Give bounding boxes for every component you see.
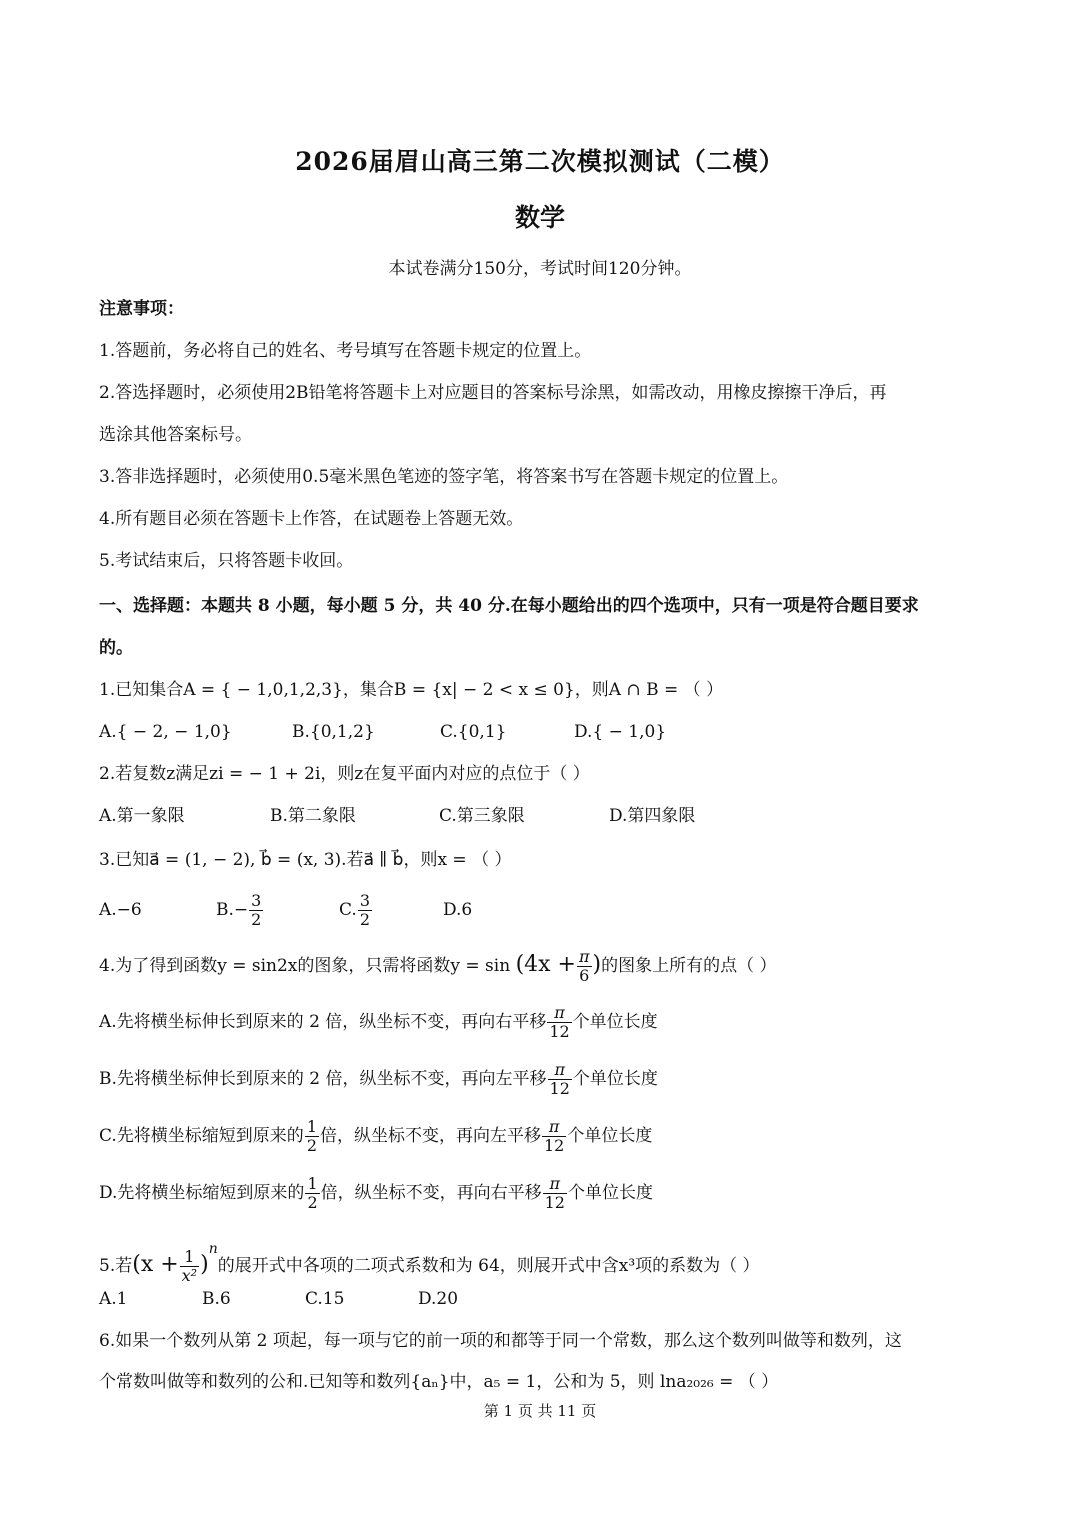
question-4-option-d: D.先将横坐标缩短到原来的 $\frac{1}{2}$ 倍，纵坐标不变，再向右平移 $\frac{\pi}{12}$ 个单位长度: [99, 1174, 653, 1212]
notice-item-2: 2.答选择题时，必须使用2B铅笔将答题卡上对应题目的答案标号涂黑，如需改动，用橡皮擦擦干净后，再: [99, 383, 887, 403]
question-6-line-2: 个常数叫做等和数列的公和.已知等和数列{aₙ}中，a₅ = 1，公和为 5，则 lna₂₀₂₆ = （ ）: [99, 1372, 779, 1392]
question-1-option-a: A.{ − 2, − 1,0}: [99, 722, 232, 742]
fraction-pi-6: $\frac{\pi}{6}$: [578, 947, 590, 985]
question-5-option-a: A.1: [99, 1289, 128, 1309]
option-b-prefix: B.−: [216, 900, 249, 920]
question-2-option-b: B.第二象限: [270, 806, 356, 826]
question-6-line-1: 6.如果一个数列从第 2 项起，每一项与它的前一项的和都等于同一个常数，那么这个数列叫做等和数列，这: [99, 1331, 902, 1351]
question-3-option-b: [216, 889, 264, 931]
question-2-option-c: C.第三象限: [439, 806, 525, 826]
fraction-1-x2: $\frac{1}{\text{x²}}$: [181, 1247, 198, 1285]
notice-item-3: 3.答非选择题时，必须使用0.5毫米黑色笔迹的签字笔，将答案书写在答题卡规定的位置上。: [99, 467, 789, 487]
question-5-option-b: B.6: [202, 1289, 231, 1309]
question-3-option-d: D.6: [443, 900, 473, 920]
fraction: $\frac{3}{2}$: [251, 891, 262, 929]
question-4-option-a: A.先将横坐标伸长到原来的 2 倍，纵坐标不变，再向右平移 $\frac{\pi}{12}$ 个单位长度: [99, 1003, 658, 1041]
question-3-option-c: [339, 889, 373, 931]
subject-title: 数学: [514, 203, 565, 232]
fraction-pi-12: $\frac{\pi}{12}$: [544, 1174, 565, 1212]
question-5-option-c: C.15: [305, 1289, 345, 1309]
question-4-stem: 4.为了得到函数y = sin2x的图象，只需将函数y = sin (4x + $\frac{\pi}{6}$ )的图象上所有的点（ ）: [99, 947, 777, 985]
fraction-pi-12: $\frac{\pi}{12}$: [549, 1003, 570, 1041]
question-1-option-d: D.{ − 1,0}: [574, 722, 667, 742]
notice-heading: 注意事项：: [99, 299, 184, 319]
notice-item-2-cont: 选涂其他答案标号。: [99, 425, 252, 445]
question-2-option-a: A.第一象限: [99, 806, 185, 826]
fraction-pi-12: $\frac{\pi}{12}$: [549, 1060, 570, 1098]
question-1-stem: 1.已知集合A = { − 1,0,1,2,3}，集合B = {x| − 2 < x ≤ 0}，则A ∩ B = （ ）: [99, 680, 724, 700]
question-1-option-b: B.{0,1,2}: [292, 722, 375, 742]
fraction-1-2: $\frac{1}{2}$: [306, 1117, 317, 1155]
question-5-stem: 5.若(x + $\frac{1}{\text{x²}}$ )$^n$的展开式中各项的二项式系数和为 64，则展开式中含x³项的系数为（ ）: [99, 1241, 760, 1285]
question-3-option-a: A.−6: [99, 900, 142, 920]
notice-item-5: 5.考试结束后，只将答题卡收回。: [99, 551, 354, 571]
page-title: 2026届眉山高三第二次模拟测试（二模）: [295, 147, 785, 176]
option-c-prefix: C.: [339, 900, 357, 920]
notice-item-1: 1.答题前，务必将自己的姓名、考号填写在答题卡规定的位置上。: [99, 341, 592, 361]
question-4-option-b: B.先将横坐标伸长到原来的 2 倍，纵坐标不变，再向左平移 $\frac{\pi}{12}$ 个单位长度: [99, 1060, 658, 1098]
section-heading-cont: 的。: [99, 638, 133, 658]
question-5-option-d: D.20: [418, 1289, 459, 1309]
question-4-option-c: C.先将横坐标缩短到原来的 $\frac{1}{2}$ 倍，纵坐标不变，再向左平移 $\frac{\pi}{12}$ 个单位长度: [99, 1117, 653, 1155]
fraction-1-2: $\frac{1}{2}$: [307, 1174, 318, 1212]
fraction: $\frac{3}{2}$: [359, 891, 370, 929]
page-footer: 第 1 页 共 11 页: [483, 1402, 597, 1420]
exam-info: 本试卷满分150分，考试时间120分钟。: [388, 259, 692, 279]
notice-item-4: 4.所有题目必须在答题卡上作答，在试题卷上答题无效。: [99, 509, 524, 529]
question-2-option-d: D.第四象限: [609, 806, 696, 826]
question-3-stem: 3.已知a⃗ = (1, − 2), b⃗ = (x, 3).若a⃗ ∥ b⃗，则x = （ ）: [99, 850, 512, 870]
fraction-pi-12: $\frac{\pi}{12}$: [544, 1117, 565, 1155]
question-2-stem: 2.若复数z满足zi = − 1 + 2i，则z在复平面内对应的点位于（ ）: [99, 764, 590, 784]
section-heading: 一、选择题：本题共 8 小题，每小题 5 分，共 40 分.在每小题给出的四个选项中，只有一项是符合题目要求: [99, 596, 919, 616]
question-1-option-c: C.{0,1}: [440, 722, 507, 742]
